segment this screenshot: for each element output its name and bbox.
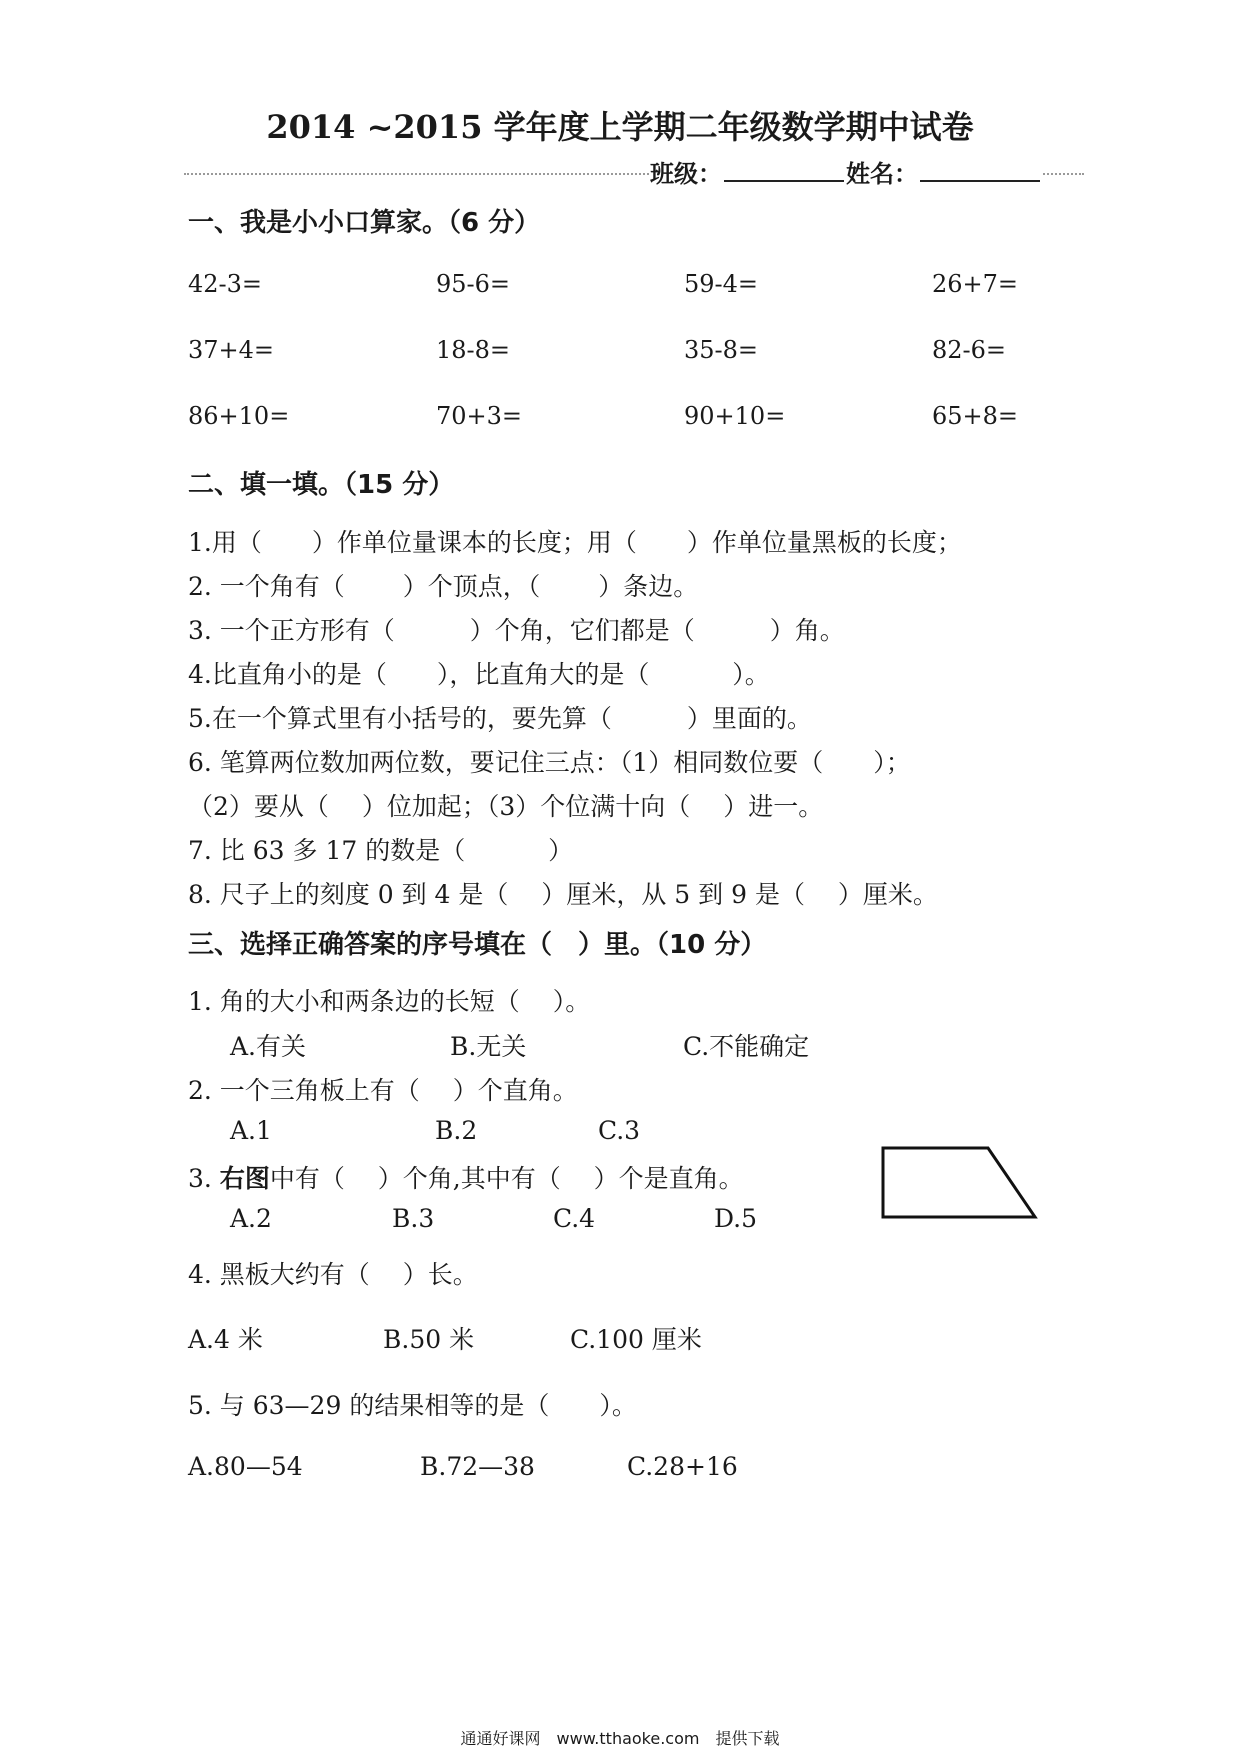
choice-q1-option: C.不能确定 (683, 1032, 810, 1061)
fill-line-1: 1.用（ ）作单位量课本的长度；用（ ）作单位量黑板的长度； (188, 528, 962, 557)
choice-q5: 5. 与 63—29 的结果相等的是（ ）。 (188, 1391, 637, 1420)
choice-q4-option: C.100 厘米 (570, 1325, 702, 1354)
choice-q5-option: B.72—38 (420, 1452, 535, 1481)
choice-q4: 4. 黑板大约有（ ）长。 (188, 1260, 478, 1289)
section1-heading: 一、我是小小口算家。（6 分） (188, 208, 541, 238)
calc-item: 95-6= (436, 270, 511, 298)
fill-line-2: 2. 一个角有（ ）个顶点，（ ）条边。 (188, 572, 699, 601)
calc-item: 70+3= (436, 402, 523, 430)
calc-item: 18-8= (436, 336, 511, 364)
choice-q3-prefix: 3. (188, 1164, 220, 1193)
choice-q1: 1. 角的大小和两条边的长短（ ）。 (188, 987, 591, 1016)
class-blank (724, 160, 844, 182)
choice-q3-option: C.4 (553, 1204, 596, 1233)
choice-q3-option: A.2 (230, 1204, 272, 1233)
trapezoid-figure (880, 1145, 1040, 1220)
choice-q3-option: B.3 (392, 1204, 435, 1233)
name-blank (920, 160, 1040, 182)
name-label: 姓名： (846, 159, 918, 188)
page-title: 2014 ~2015 学年度上学期二年级数学期中试卷 (266, 108, 974, 146)
calc-item: 90+10= (684, 402, 786, 430)
student-info (650, 154, 1042, 189)
fill-line-6: 6. 笔算两位数加两位数，要记住三点：（1）相同数位要（ ）； (188, 748, 911, 777)
class-label: 班级： (650, 159, 722, 188)
choice-q3 (188, 1159, 744, 1195)
section2-heading: 二、填一填。（15 分） (188, 470, 455, 500)
choice-q1-option: B.无关 (450, 1032, 527, 1061)
fill-line-7: 7. 比 63 多 17 的数是（ ） (188, 836, 574, 865)
calc-item: 65+8= (932, 402, 1019, 430)
choice-q5-option: A.80—54 (188, 1452, 303, 1481)
choice-q4-option: A.4 米 (188, 1325, 263, 1354)
choice-q3-text: 中有（ ）个角,其中有（ ）个是直角。 (269, 1164, 744, 1193)
fill-line-6-cont: （2）要从（ ）位加起；（3）个位满十向（ ）进一。 (188, 792, 824, 821)
calc-item: 59-4= (684, 270, 759, 298)
choice-q1-option: A.有关 (230, 1032, 307, 1061)
calc-item: 35-8= (684, 336, 759, 364)
calc-item: 26+7= (932, 270, 1019, 298)
choice-q2-option: B.2 (435, 1116, 478, 1145)
choice-q3-option: D.5 (714, 1204, 758, 1233)
choice-q5-option: C.28+16 (627, 1452, 738, 1481)
fill-line-4: 4.比直角小的是（ ），比直角大的是（ ）。 (188, 660, 770, 689)
fill-line-5: 5.在一个算式里有小括号的，要先算（ ）里面的。 (188, 704, 812, 733)
footer-credit: 通通好课网 www.tthaoke.com 提供下载 (460, 1729, 780, 1748)
fill-line-3: 3. 一个正方形有（ ）个角，它们都是（ ）角。 (188, 616, 845, 645)
calc-item: 82-6= (932, 336, 1007, 364)
calc-item: 86+10= (188, 402, 290, 430)
choice-q2-option: C.3 (598, 1116, 641, 1145)
choice-q3-bold: 右图 (219, 1164, 270, 1193)
section3-heading: 三、选择正确答案的序号填在（ ）里。（10 分） (188, 930, 767, 960)
choice-q2: 2. 一个三角板上有（ ）个直角。 (188, 1076, 578, 1105)
choice-q4-option: B.50 米 (383, 1325, 475, 1354)
choice-q2-option: A.1 (230, 1116, 272, 1145)
fill-line-8: 8. 尺子上的刻度 0 到 4 是（ ）厘米，从 5 到 9 是（ ）厘米。 (188, 880, 938, 909)
calc-item: 42-3= (188, 270, 263, 298)
calc-item: 37+4= (188, 336, 275, 364)
